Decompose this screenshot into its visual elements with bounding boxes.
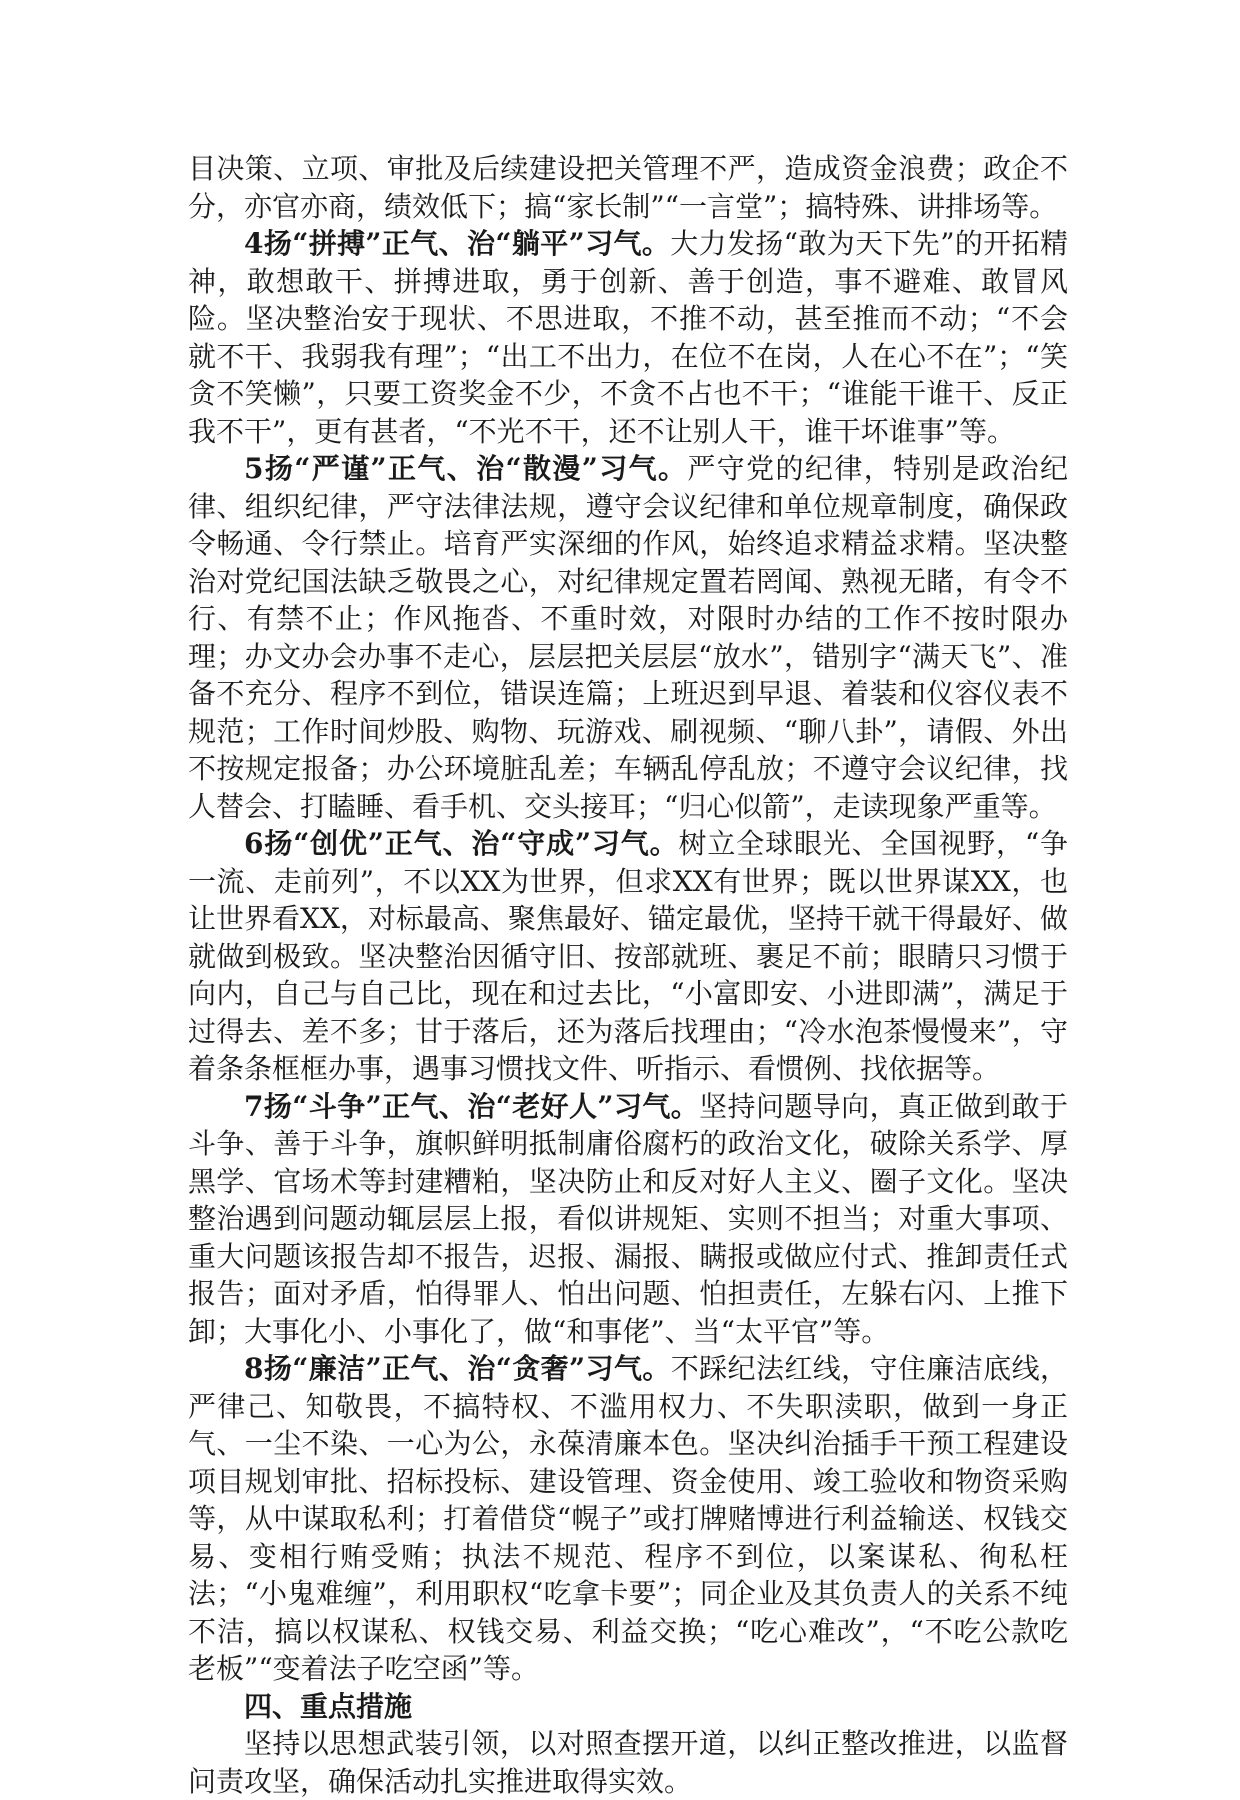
paragraph-text: 不踩纪法红线，守住廉洁底线，严律己、知敬畏，不搞特权、不滥用权力、不失职渎职，做到一身正气、一尘不染、一心为公，永葆清廉本色。坚决纠治插手干预工程建设项目规划审批、招标投标、建设管理、资金使用、竣工验收和物资采购等，从中谋取私利；打着借贷“幌子”或打牌赌博进行利益输送、权钱交易、变相行贿受贿；执法不规范、程序不到位，以案谋私、徇私枉法；“小鬼难缠”，利用职权“吃拿卡要”；同企业及其负责人的关系不纯不洁，搞以权谋私、权钱交易、利益交换；“吃心难改”，“不吃公款吃老板”“变着法子吃空函”等。 <box>188 1352 1068 1685</box>
paragraph-item-4 <box>188 225 1068 450</box>
paragraph-text: 目决策、立项、审批及后续建设把关管理不严，造成资金浪费；政企不分，亦官亦商，绩效低下；搞“家长制”“一言堂”；搞特殊、讲排场等。 <box>188 152 1068 223</box>
closing-paragraph: 坚持以思想武装引领，以对照查摆开道，以纠正整改推进，以监督问责攻坚，确保活动扎实推进取得实效。 <box>188 1727 1068 1798</box>
paragraph-lead: 7扬“斗争”正气、治“老好人”习气。 <box>244 1089 700 1123</box>
paragraph-lead: 6扬“创优”正气、治“守成”习气。 <box>244 827 679 860</box>
paragraph-lead: 8扬“廉洁”正气、治“贪奢”习气。 <box>244 1352 671 1385</box>
paragraph-text: 树立全球眼光、全国视野，“争一流、走前列”，不以XX为世界，但求XX有世界；既以世界谋XX，也让世界看XX，对标最高、聚焦最好、锚定最优，坚持干就干得最好、做就做到极致。坚决整治因循守旧、按部就班、裹足不前；眼睛只习惯于向内，自己与自己比，现在和过去比，“小富即安、小进即满”，满足于过得去、差不多；甘于落后，还为落后找理由；“冷水泡茶慢慢来”，守着条条框框办事，遇事习惯找文件、听指示、看惯例、找依据等。 <box>188 827 1068 1085</box>
paragraph-item-8 <box>188 1350 1068 1688</box>
paragraph-text: 严守党的纪律，特别是政治纪律、组织纪律，严守法律法规，遵守会议纪律和单位规章制度，确保政令畅通、令行禁止。培育严实深细的作风，始终追求精益求精。坚决整治对党纪国法缺乏敬畏之心，对纪律规定置若罔闻、熟视无睹，有令不行、有禁不止；作风拖沓、不重时效，对限时办结的工作不按时限办理；办文办会办事不走心，层层把关层层“放水”，错别字“满天飞”、准备不充分、程序不到位，错误连篇；上班迟到早退、着装和仪容仪表不规范；工作时间炒股、购物、玩游戏、刷视频、“聊八卦”，请假、外出不按规定报备；办公环境脏乱差；车辆乱停乱放；不遵守会议纪律，找人替会、打瞌睡、看手机、交头接耳；“归心似箭”，走读现象严重等。 <box>188 452 1068 823</box>
paragraph-continuation <box>188 150 1068 225</box>
paragraph-item-6 <box>188 825 1068 1088</box>
section-heading: 四、重点措施 <box>244 1689 413 1723</box>
paragraph-lead: 5扬“严谨”正气、治“散漫”习气。 <box>244 452 688 485</box>
paragraph-lead: 4扬“拼搏”正气、治“躺平”习气。 <box>244 227 671 260</box>
paragraph-text: 大力发扬“敢为天下先”的开拓精神，敢想敢干、拼搏进取，勇于创新、善于创造，事不避难、敢冒风险。坚决整治安于现状、不思进取，不推不动，甚至推而不动；“不会就不干、我弱我有理”；“出工不出力，在位不在岗，人在心不在”；“笑贪不笑懒”，只要工资奖金不少，不贪不占也不干；“谁能干谁干、反正我不干”，更有甚者，“不光不干，还不让别人干，谁干坏谁事”等。 <box>188 227 1068 448</box>
paragraph-item-7 <box>188 1088 1068 1351</box>
document-page <box>188 150 1068 1800</box>
paragraph-text: 坚持问题导向，真正做到敢于斗争、善于斗争，旗帜鲜明抵制庸俗腐朽的政治文化，破除关系学、厚黑学、官场术等封建糟粕，坚决防止和反对好人主义、圈子文化。坚决整治遇到问题动辄层层上报，看似讲规矩、实则不担当；对重大事项、重大问题该报告却不报告，迟报、漏报、瞒报或做应付式、推卸责任式报告；面对矛盾，怕得罪人、怕出问题、怕担责任，左躲右闪、上推下卸；大事化小、小事化了，做“和事佬”、当“太平官”等。 <box>188 1089 1068 1348</box>
paragraph-item-5 <box>188 450 1068 825</box>
